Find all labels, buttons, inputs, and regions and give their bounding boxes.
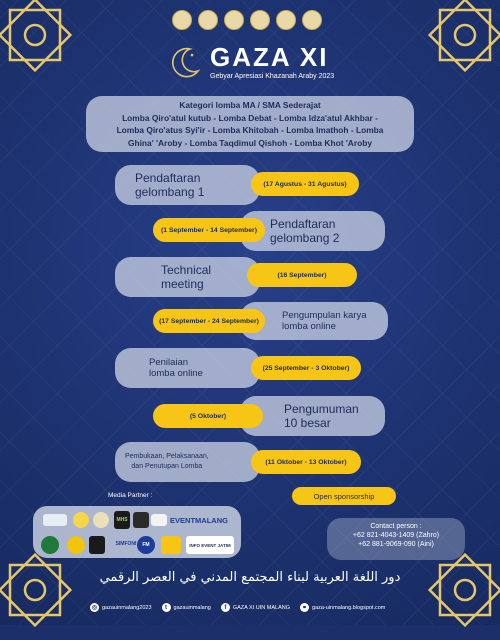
partner-logo xyxy=(73,512,89,528)
schedule-date: (11 Oktober - 13 Oktober) xyxy=(251,450,361,474)
partner-logo xyxy=(133,512,149,528)
arabic-tagline: دور اللغة العربية لبناء المجتمع المدني في العصر الرقمي xyxy=(99,570,401,585)
contact-title: Contact person : xyxy=(370,523,422,530)
partner-logo xyxy=(41,536,59,554)
schedule-date: (17 Agustus - 31 Agustus) xyxy=(251,172,359,196)
contact-box xyxy=(327,518,465,560)
schedule-date: (17 September - 24 September) xyxy=(153,309,265,333)
partner-logo: SIMFONI xyxy=(115,541,137,547)
schedule-event: Technical meeting xyxy=(115,257,260,297)
category-line: Lomba Qiro'atul kutub - Lomba Debat - Lomba Idza'atul Akhbar - xyxy=(122,112,378,123)
category-line: Ghina' 'Aroby - Lomba Taqdimul Qishoh - Lomba Khot 'Aroby xyxy=(127,137,373,148)
institution-logo xyxy=(224,10,244,30)
media-partner-box xyxy=(33,506,241,558)
partner-logo: MHS xyxy=(114,511,130,529)
schedule-date: (5 Oktober) xyxy=(153,404,263,428)
schedule-event: Pembukaan, Pelaksanaan, dan Penutupan Lomba xyxy=(115,442,260,482)
event-header xyxy=(168,44,334,80)
schedule-event: Pendaftaran gelombang 2 xyxy=(240,211,385,251)
contact-phone: +62 821-4043-1409 (Zahro) xyxy=(352,532,440,539)
partner-logo: FM xyxy=(137,536,155,554)
schedule-event: Pendaftaran gelombang 1 xyxy=(115,165,260,205)
schedule-event: Pengumpulan karya lomba online xyxy=(240,302,388,340)
partner-logo: INFO EVENT JATIM xyxy=(186,536,234,554)
corner-ornament-bottom-left xyxy=(0,545,80,635)
social-item[interactable] xyxy=(90,603,152,612)
institution-logo xyxy=(250,10,270,30)
schedule-date: (25 September - 3 Oktober) xyxy=(251,356,361,380)
schedule-date: (1 September - 14 September) xyxy=(153,218,265,242)
partner-logo xyxy=(67,536,85,554)
partner-logo xyxy=(161,536,181,554)
social-handle: gazauinmalang xyxy=(173,604,211,611)
schedule-date: (16 September) xyxy=(247,263,357,287)
social-handle: gazauinmalang2023 xyxy=(102,604,152,611)
contact-phone: +62 881-9069-090 (Aini) xyxy=(358,541,434,548)
category-line: Lomba Qiro'atus Syi'ir - Lomba Khitobah - Lomba Imathoh - Lomba xyxy=(116,125,384,135)
sponsor-logos xyxy=(172,10,322,30)
partner-logo xyxy=(93,512,109,528)
instagram-icon: ◎ xyxy=(91,605,98,611)
media-partner-label: Media Partner : xyxy=(108,492,153,499)
link-icon: ⚭ xyxy=(302,605,308,611)
category-heading: Kategori lomba MA / SMA Sederajat xyxy=(179,100,321,110)
page-title: GAZA XI xyxy=(210,42,329,72)
social-item[interactable] xyxy=(162,603,211,612)
crescent-moon-icon xyxy=(168,45,202,79)
institution-logo xyxy=(198,10,218,30)
page-subtitle: Gebyar Apresiasi Khazanah Araby 2023 xyxy=(210,73,335,80)
partner-logo xyxy=(43,514,67,526)
social-handle: gaza-uinmalang.blogspot.com xyxy=(312,604,386,611)
social-handle: GAZA XI UIN MALANG xyxy=(232,604,291,611)
category-box xyxy=(86,96,414,152)
schedule-event: Pengumuman 10 besar xyxy=(240,396,385,436)
institution-logo xyxy=(172,10,192,30)
schedule-event: Penilaian lomba online xyxy=(115,348,260,388)
twitter-icon: t xyxy=(162,603,171,612)
institution-logo xyxy=(276,10,296,30)
partner-logo xyxy=(151,514,167,526)
partner-logo: EVENTMALANG xyxy=(170,515,228,525)
corner-ornament-top-left xyxy=(0,0,80,80)
corner-ornament-top-right xyxy=(420,0,500,80)
institution-logo xyxy=(302,10,322,30)
partner-logo xyxy=(89,536,105,554)
social-item[interactable] xyxy=(300,603,385,612)
social-footer xyxy=(90,603,385,612)
social-item[interactable] xyxy=(221,603,290,612)
open-sponsorship-badge: Open sponsorship xyxy=(292,487,396,505)
facebook-icon: f xyxy=(221,603,230,612)
